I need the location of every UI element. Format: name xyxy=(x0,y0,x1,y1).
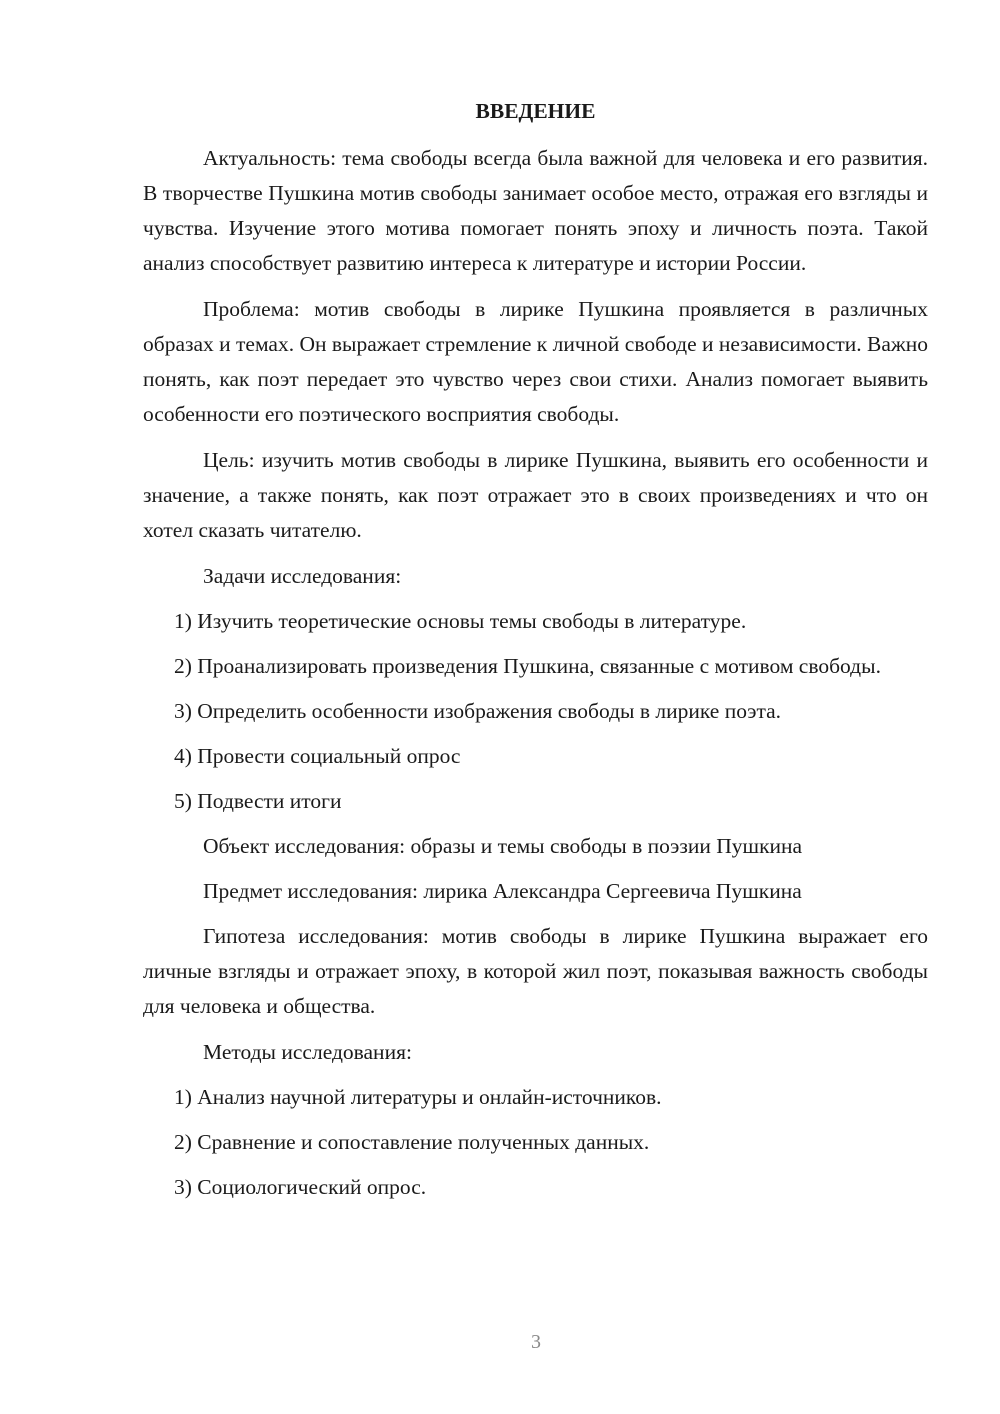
tasks-heading: Задачи исследования: xyxy=(203,564,402,588)
page-number: 3 xyxy=(531,1331,541,1353)
list-item: 1) Изучить теоретические основы темы свободы в литературе. xyxy=(174,609,747,633)
object-paragraph: Объект исследования: образы и темы свободы в поэзии Пушкина xyxy=(203,834,803,858)
methods-heading: Методы исследования: xyxy=(203,1040,412,1064)
list-item: 2) Сравнение и сопоставление полученных данных. xyxy=(174,1130,650,1154)
list-item: 3) Социологический опрос. xyxy=(174,1175,427,1199)
hypothesis-paragraph: Гипотеза исследования: мотив свободы в лирике Пушкина выражает его личные взгляды и отражает эпоху, в которой жил поэт, показывая важность свободы для человека и общества. xyxy=(143,924,928,1018)
methods-list xyxy=(143,1080,928,1205)
list-item: 3) Определить особенности изображения свободы в лирике поэта. xyxy=(174,699,782,723)
list-item: 4) Провести социальный опрос xyxy=(174,744,461,768)
document-page xyxy=(143,94,928,1215)
relevance-paragraph: Актуальность: тема свободы всегда была важной для человека и его развития. В творчестве Пушкина мотив свободы занимает особое место, отражая его взгляды и чувства. Изучение этого мотива помогает понять эпоху и личность поэта. Такой анализ способствует развитию интереса к литературе и истории России. xyxy=(143,146,928,275)
problem-paragraph: Проблема: мотив свободы в лирике Пушкина проявляется в различных образах и темах. Он выражает стремление к личной свободе и независимости. Важно понять, как поэт передает это чувство через свои стихи. Анализ помогает выявить особенности его поэтического восприятия свободы. xyxy=(143,297,929,426)
tasks-list xyxy=(143,604,928,819)
list-item: 1) Анализ научной литературы и онлайн-источников. xyxy=(174,1085,662,1109)
section-title: ВВЕДЕНИЕ xyxy=(475,99,596,123)
list-item: 2) Проанализировать произведения Пушкина, связанные с мотивом свободы. xyxy=(174,654,881,678)
subject-paragraph: Предмет исследования: лирика Александра Сергеевича Пушкина xyxy=(203,879,802,903)
goal-paragraph: Цель: изучить мотив свободы в лирике Пушкина, выявить его особенности и значение, а также понять, как поэт отражает это в своих произведениях и что он хотел сказать читателю. xyxy=(143,448,928,542)
list-item: 5) Подвести итоги xyxy=(174,789,342,813)
